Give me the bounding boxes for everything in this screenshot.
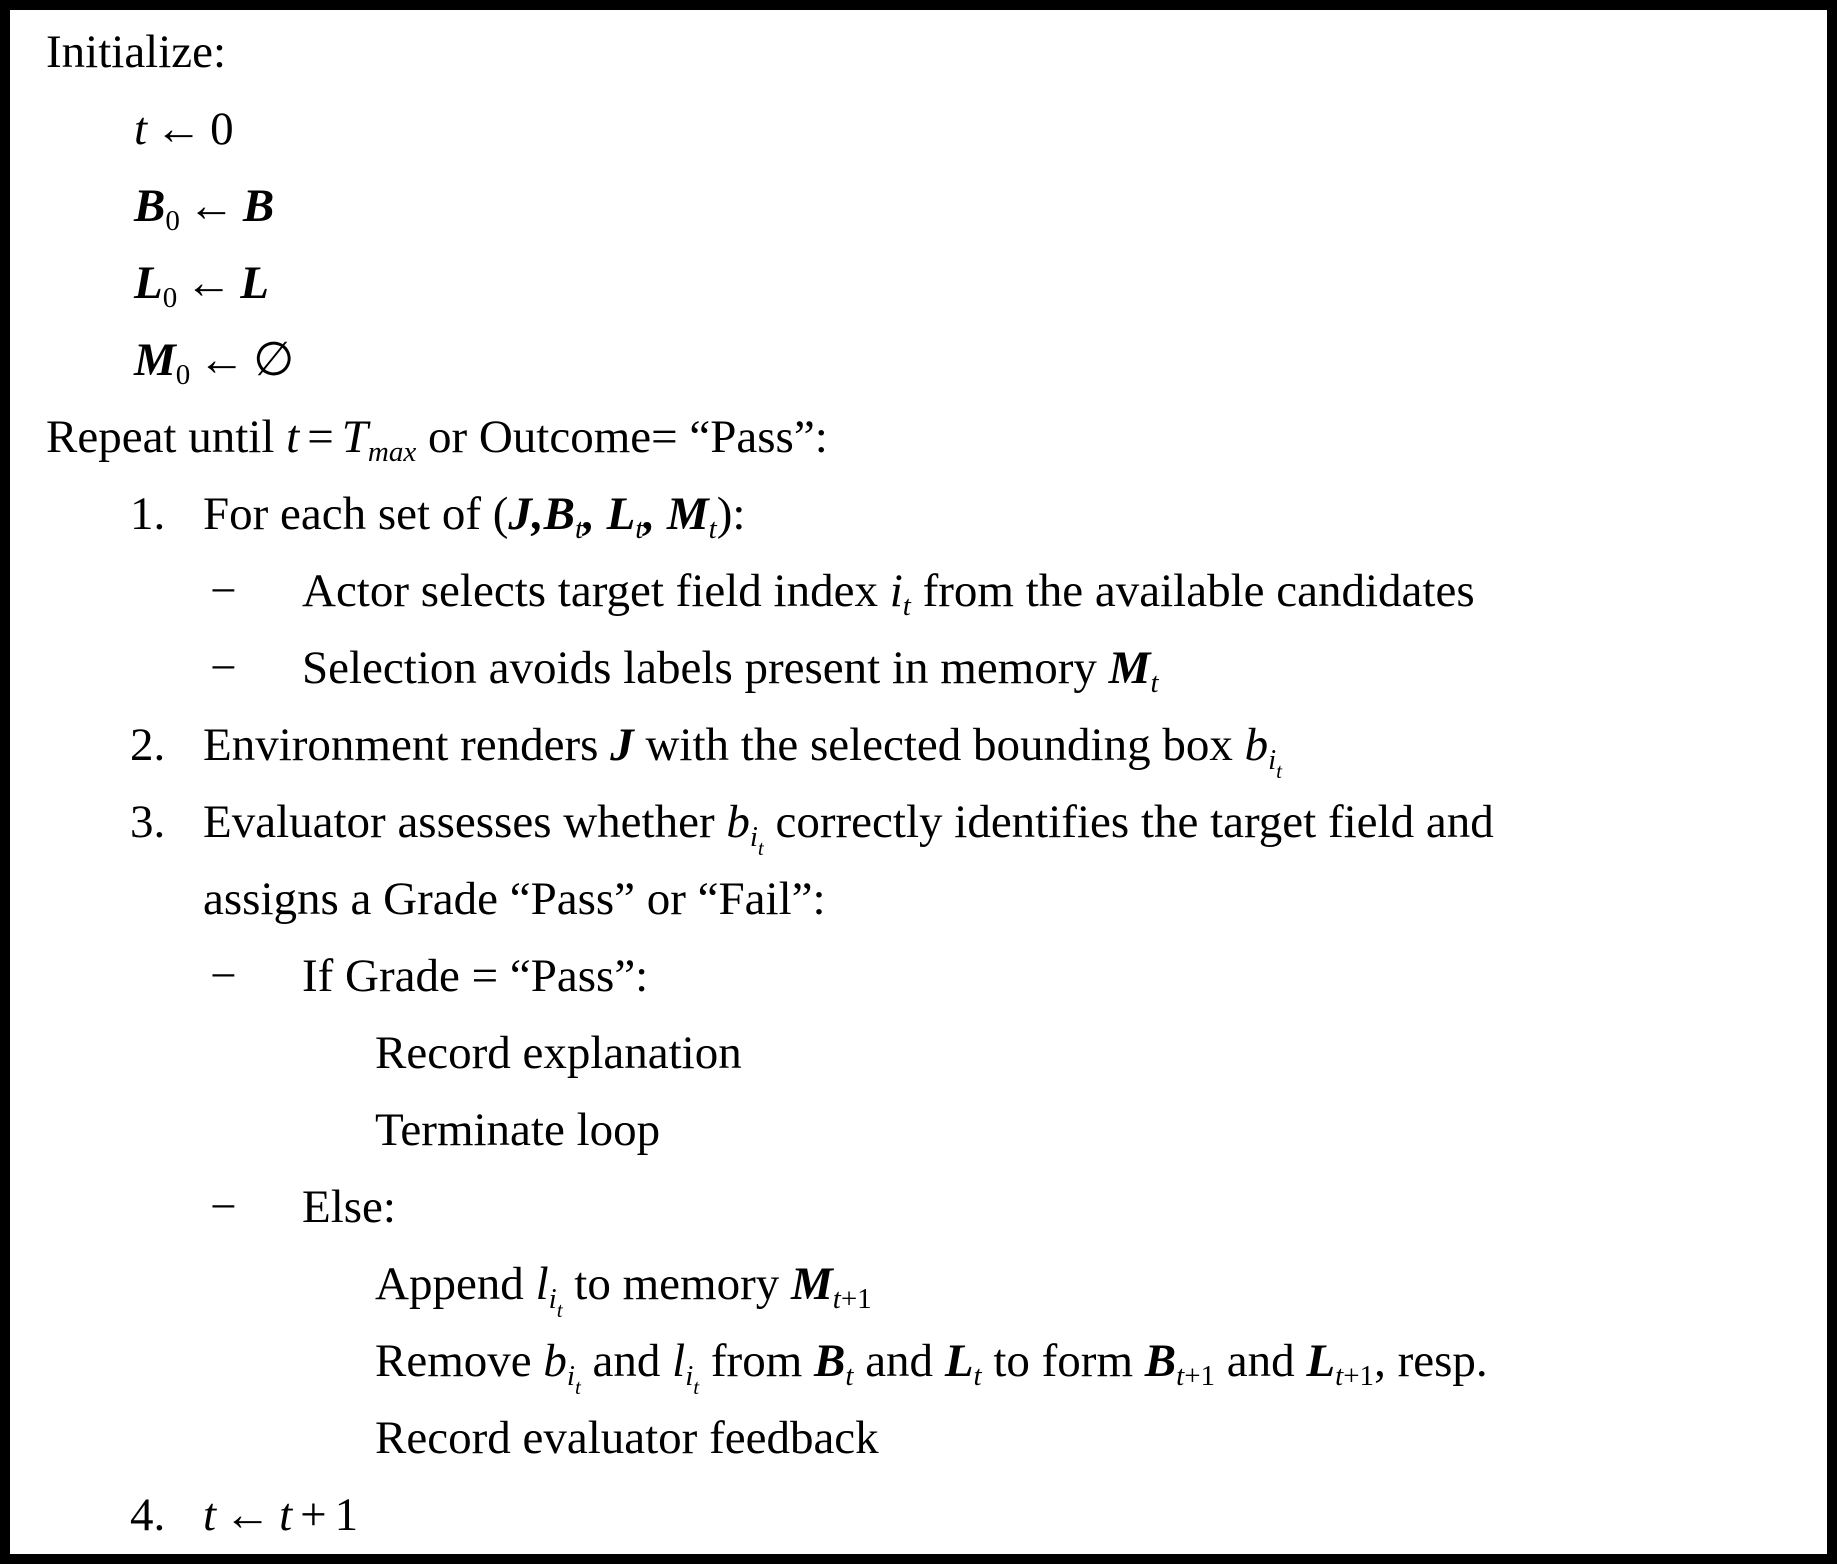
text-segment: 0	[165, 205, 180, 237]
text-segment: M	[134, 334, 176, 386]
text-segment: l	[672, 1335, 686, 1387]
text-segment: t	[286, 411, 300, 463]
text-segment: For each set of (	[203, 488, 509, 540]
text-segment: t	[574, 1375, 581, 1399]
text-segment: L	[134, 257, 163, 309]
text-segment: L	[606, 488, 636, 540]
algo-line	[10, 168, 1827, 245]
text-segment: L	[1306, 1335, 1336, 1387]
text-segment: from the available candidates	[910, 565, 1475, 617]
list-marker: 2.	[130, 719, 166, 771]
text-segment: with the selected bounding box	[633, 719, 1245, 771]
text-segment: i	[548, 1283, 557, 1315]
text-segment: t	[556, 1298, 563, 1322]
algo-line	[10, 91, 1827, 168]
text-segment: 0	[162, 282, 178, 314]
text-segment: and	[1215, 1335, 1307, 1387]
text-segment: B	[242, 180, 275, 232]
algo-line	[10, 1477, 1827, 1554]
text-segment: i	[1268, 744, 1277, 776]
script-J-symbol: J	[508, 488, 532, 540]
text-segment: t	[1176, 1360, 1185, 1392]
text-segment: t	[973, 1360, 982, 1392]
text-segment: t	[575, 513, 584, 545]
algo-line	[10, 938, 1827, 1015]
text-segment: max	[367, 436, 417, 468]
algo-line	[10, 707, 1827, 784]
text-segment: If Grade = “Pass”:	[302, 950, 649, 1002]
list-marker: 3.	[130, 796, 166, 848]
list-marker: −	[210, 642, 237, 694]
text-segment: ,	[531, 488, 544, 540]
algo-line	[10, 476, 1827, 553]
text-segment: ←	[224, 1489, 272, 1541]
text-segment: T	[341, 411, 368, 463]
text-segment: t	[203, 1489, 217, 1541]
text-segment: ,	[583, 488, 607, 540]
text-segment: +1	[840, 1283, 872, 1315]
list-marker: −	[210, 1181, 237, 1233]
script-J-symbol: J	[610, 719, 634, 771]
algo-line	[10, 1246, 1827, 1323]
text-segment: t	[279, 1489, 293, 1541]
text-segment: b	[543, 1335, 567, 1387]
text-segment: 0	[175, 359, 191, 391]
text-segment: Initialize:	[46, 26, 227, 78]
text-segment: t	[1335, 1360, 1344, 1392]
list-marker: 1.	[130, 488, 166, 540]
text-segment: t	[708, 513, 717, 545]
text-segment: Environment renders	[203, 719, 611, 771]
text-segment: +	[300, 1489, 327, 1541]
text-segment: B	[1144, 1335, 1177, 1387]
algo-line	[10, 1169, 1827, 1246]
text-segment: B	[134, 180, 166, 232]
text-segment: i	[749, 821, 758, 853]
algo-line	[10, 245, 1827, 322]
text-segment: ):	[716, 488, 746, 540]
text-segment: M	[666, 488, 709, 540]
algo-line	[10, 1400, 1827, 1477]
text-segment: M	[1108, 642, 1151, 694]
text-segment: t	[1150, 667, 1159, 699]
text-segment: Else:	[302, 1181, 396, 1233]
text-segment: B	[814, 1335, 846, 1387]
text-segment: to form	[981, 1335, 1145, 1387]
text-segment: t	[845, 1360, 854, 1392]
text-segment: l	[535, 1258, 549, 1310]
text-segment: b	[1244, 719, 1269, 771]
text-segment: L	[240, 257, 269, 309]
list-marker: −	[210, 950, 237, 1002]
text-segment: t	[832, 1283, 841, 1315]
text-segment: t	[902, 590, 911, 622]
text-segment: , resp.	[1374, 1335, 1488, 1387]
text-segment: Append	[375, 1258, 536, 1310]
text-segment: correctly identifies the target field and	[763, 796, 1494, 848]
text-segment: ,	[643, 488, 667, 540]
algo-line	[10, 399, 1827, 476]
text-segment: Repeat until	[46, 411, 287, 463]
text-segment: and	[580, 1335, 673, 1387]
text-segment: Evaluator assesses whether	[203, 796, 727, 848]
text-segment: Remove	[375, 1335, 544, 1387]
text-segment: i	[889, 565, 903, 617]
text-segment: M	[790, 1258, 833, 1310]
text-segment: +1	[1184, 1360, 1216, 1392]
text-segment: i	[685, 1360, 694, 1392]
algo-line	[10, 630, 1827, 707]
text-segment: ←	[155, 103, 203, 155]
text-segment: or Outcome= “Pass”:	[416, 411, 828, 463]
algo-line	[10, 553, 1827, 630]
text-segment: Actor selects target field index	[302, 565, 890, 617]
text-segment: t	[757, 836, 764, 860]
text-segment: Terminate loop	[375, 1104, 661, 1156]
text-segment: B	[543, 488, 575, 540]
list-marker: 4.	[130, 1489, 166, 1541]
text-segment: ←	[198, 334, 246, 386]
text-segment: Record explanation	[375, 1027, 742, 1079]
list-marker: −	[210, 565, 237, 617]
text-segment: ∅	[253, 334, 295, 386]
text-segment: Record evaluator feedback	[375, 1412, 879, 1464]
text-segment: +1	[1343, 1360, 1375, 1392]
text-segment: ←	[185, 257, 233, 309]
text-segment: Selection avoids labels present in memory	[302, 642, 1109, 694]
text-segment: t	[1276, 759, 1283, 783]
algorithm-lines	[10, 10, 1827, 1554]
algo-line	[10, 861, 1827, 938]
algo-line	[10, 14, 1827, 91]
text-segment: to memory	[562, 1258, 791, 1310]
text-segment: L	[944, 1335, 974, 1387]
text-segment: 1	[334, 1489, 359, 1541]
text-segment: ←	[187, 180, 235, 232]
algo-line	[10, 1092, 1827, 1169]
text-segment: t	[693, 1375, 700, 1399]
text-segment: and	[853, 1335, 945, 1387]
text-segment: t	[134, 103, 148, 155]
algo-line	[10, 1015, 1827, 1092]
text-segment: assigns a Grade “Pass” or “Fail”:	[203, 873, 826, 925]
text-segment: =	[307, 411, 334, 463]
algo-line	[10, 322, 1827, 399]
algo-line	[10, 784, 1827, 861]
text-segment: t	[635, 513, 644, 545]
text-segment: from	[699, 1335, 815, 1387]
text-segment: i	[566, 1360, 575, 1392]
algo-line	[10, 1323, 1827, 1400]
text-segment: 0	[210, 103, 234, 155]
text-segment: b	[726, 796, 750, 848]
